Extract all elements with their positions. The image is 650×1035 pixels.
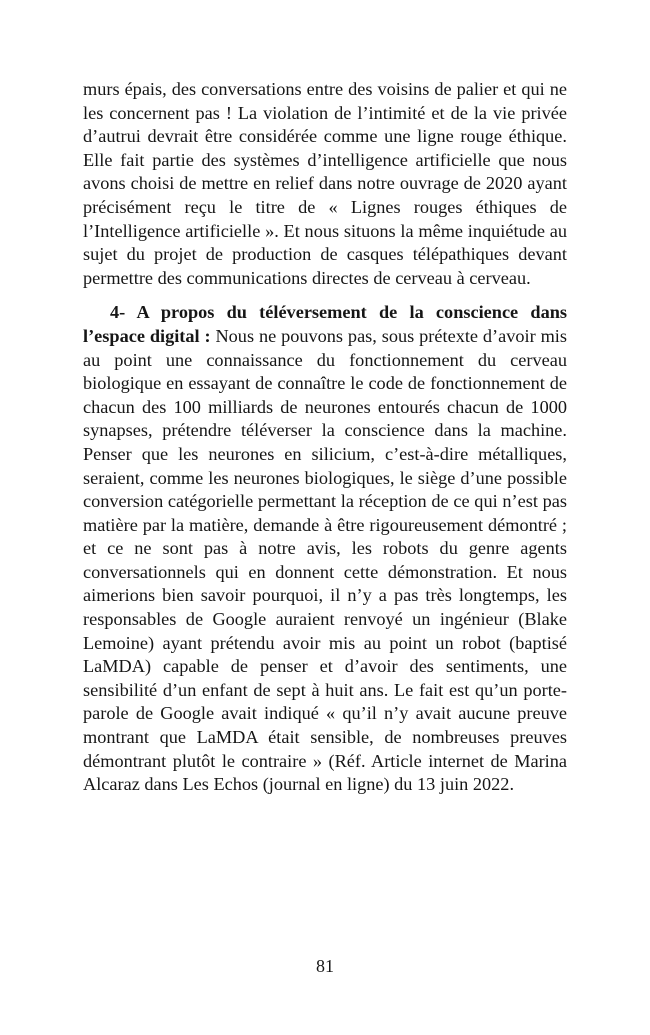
section-body-text: Nous ne pouvons pas, sous prétexte d’avoir mis au point une connaissance du fonctionnement du cerveau biologique en essayant de connaître le code de fonctionnement de chacun des 100 milliards de neurones entourés chacun de 1000 synapses, prétendre téléverser la conscience dans la machine. Penser que les neurones en silicium, c’est-à-dire métalliques, seraient, comme les neurones biologiques, le siège d’une possible conversion catégorielle permettant la réception de ce qui n’est pas matière par la matière, demande à être rigoureusement démontré ; et ce ne sont pas à notre avis, les robots du genre agents conversationnels qui en donnent cette démonstration. Et nous aimerions bien savoir pourquoi, il n’y a pas très longtemps, les responsables de Google auraient renvoyé un ingénieur (Blake Lemoine) ayant prétendu avoir mis au point un robot (baptisé LaMDA) capable de penser et d’avoir des sentiments, une sensibilité d’un enfant de sept à huit ans. Le fait est qu’un porte-parole de Google avait indiqué « qu’il n’y avait aucune preuve montrant que LaMDA était sensible, de nombreuses preuves démontrant plutôt le contraire » (Réf. Article internet de Marina Alcaraz dans Les Echos (journal en ligne) du 13 juin 2022.: [83, 325, 567, 795]
section-heading: 4- A propos du téléversement de la conscience dans l’espace digital :: [83, 302, 567, 346]
page-number: 81: [316, 956, 334, 976]
paragraph-privacy: murs épais, des conversations entre des voisins de palier et qui ne les concernent pas ! La violation de l’intimité et de la vie privée d’autrui devrait être considérée comme une ligne rouge éthique. Elle fait partie des systèmes d’intelligence artificielle que nous avons choisi de mettre en relief dans notre ouvrage de 2020 ayant précisément reçu le titre de « Lignes rouges éthiques de l’Intelligence artificielle ». Et nous situons la même inquiétude au sujet du projet de production de casques télépathiques devant permettre des communications directes de cerveau à cerveau.: [83, 79, 567, 288]
paragraph-consciousness-upload: [83, 301, 567, 796]
page-body: [83, 78, 567, 797]
